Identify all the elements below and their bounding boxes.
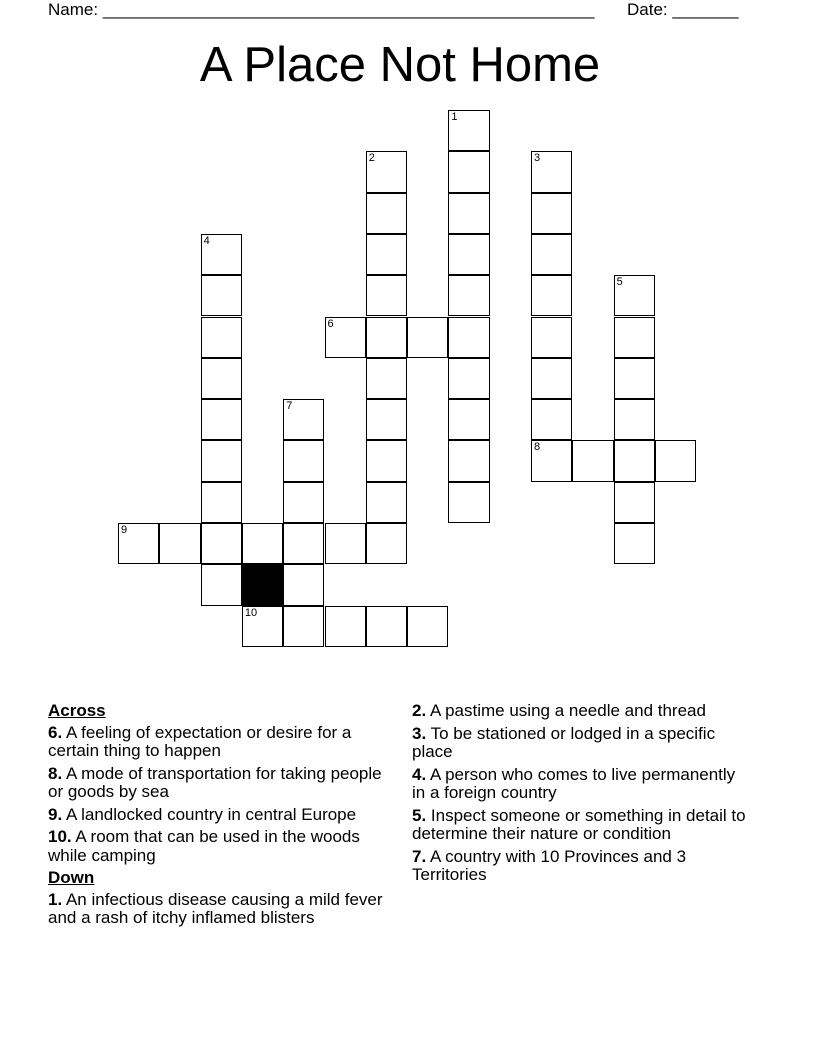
- clue-item-text: A country with 10 Provinces and 3 Territories: [412, 846, 687, 884]
- clue-number: 6: [327, 317, 334, 330]
- grid-cell[interactable]: [325, 523, 366, 564]
- grid-cell[interactable]: [283, 606, 324, 647]
- grid-cell[interactable]: [242, 606, 283, 647]
- grid-cell[interactable]: [325, 317, 366, 358]
- grid-cell[interactable]: [407, 317, 448, 358]
- clue-number: 7: [286, 400, 293, 413]
- grid-cell[interactable]: [448, 440, 489, 481]
- grid-cell[interactable]: [614, 275, 655, 316]
- clue-item: [48, 765, 398, 802]
- grid-cell[interactable]: [614, 317, 655, 358]
- grid-cell[interactable]: [531, 151, 572, 192]
- grid-cell[interactable]: [201, 275, 242, 316]
- grid-cell[interactable]: [448, 275, 489, 316]
- clue-number: 9: [121, 524, 128, 536]
- clue-number: 1: [451, 111, 458, 123]
- clue-item-number: 8.: [48, 763, 63, 783]
- grid-cell[interactable]: [366, 606, 407, 647]
- grid-cell[interactable]: [531, 399, 572, 440]
- clue-number: 3: [534, 152, 541, 165]
- clue-item: [48, 806, 398, 825]
- grid-cell[interactable]: [283, 440, 324, 481]
- down-clue-list-continued: [412, 702, 752, 885]
- clues-right-column: [412, 702, 752, 889]
- grid-cell[interactable]: [448, 317, 489, 358]
- clue-number: 10: [244, 606, 258, 619]
- grid-cell[interactable]: [614, 358, 655, 399]
- clue-item-text: A person who comes to live permanently in a foreign country: [412, 764, 736, 802]
- clue-item-number: 10.: [48, 827, 72, 846]
- grid-cell[interactable]: [531, 193, 572, 234]
- grid-cell[interactable]: [201, 317, 242, 358]
- name-field[interactable]: [48, 0, 594, 20]
- grid-cell[interactable]: [572, 440, 613, 481]
- clue-item-number: 6.: [48, 722, 63, 742]
- grid-cell[interactable]: [448, 193, 489, 234]
- grid-cell[interactable]: [201, 399, 242, 440]
- clue-item-number: 5.: [412, 805, 427, 825]
- clue-item-number: 4.: [412, 764, 427, 784]
- grid-cell[interactable]: [366, 440, 407, 481]
- grid-cell[interactable]: [531, 317, 572, 358]
- down-heading: Down: [48, 868, 95, 887]
- clues-left-column: [48, 702, 398, 932]
- clue-item-text: A pastime using a needle and thread: [426, 701, 706, 720]
- grid-cell[interactable]: [325, 606, 366, 647]
- grid-cell[interactable]: [614, 482, 655, 523]
- clue-item-number: 2.: [412, 701, 427, 720]
- grid-cell[interactable]: [201, 234, 242, 275]
- clue-number: 4: [203, 234, 210, 247]
- grid-cell[interactable]: [448, 482, 489, 523]
- clue-item-number: 7.: [412, 846, 427, 866]
- clue-item: [412, 807, 752, 844]
- date-blank[interactable]: _______: [672, 0, 739, 19]
- clue-item: [48, 891, 398, 928]
- grid-cell[interactable]: [118, 523, 159, 564]
- grid-cell[interactable]: [201, 482, 242, 523]
- across-heading: Across: [48, 701, 106, 720]
- clue-item-text: A mode of transportation for taking people or goods by sea: [48, 763, 382, 801]
- clue-item: [412, 848, 752, 885]
- grid-cell[interactable]: [407, 606, 448, 647]
- grid-cell[interactable]: [366, 317, 407, 358]
- puzzle-title: A Place Not Home: [199, 38, 601, 92]
- clue-item-number: 9.: [48, 804, 63, 824]
- grid-cell[interactable]: [366, 275, 407, 316]
- grid-cell[interactable]: [159, 523, 200, 564]
- clue-item-text: A landlocked country in central Europe: [62, 804, 357, 824]
- date-field[interactable]: [627, 0, 739, 20]
- grid-cell[interactable]: [201, 564, 242, 605]
- grid-cell[interactable]: [366, 193, 407, 234]
- grid-cell[interactable]: [531, 234, 572, 275]
- grid-cell[interactable]: [366, 151, 407, 192]
- grid-cell[interactable]: [366, 234, 407, 275]
- name-label: Name:: [48, 0, 99, 19]
- clue-item-text: An infectious disease causing a mild fever and a rash of itchy inflamed blisters: [48, 889, 383, 927]
- black-cell: [242, 564, 283, 605]
- grid-cell[interactable]: [366, 482, 407, 523]
- grid-cell[interactable]: [614, 399, 655, 440]
- grid-cell[interactable]: [242, 523, 283, 564]
- clue-item-number: 1.: [48, 889, 63, 909]
- clue-item: [412, 725, 752, 762]
- clue-item-text: To be stationed or lodged in a specific place: [412, 723, 716, 761]
- grid-cell[interactable]: [283, 564, 324, 605]
- clue-item-text: Inspect someone or something in detail to determine their nature or condition: [412, 805, 746, 843]
- name-blank[interactable]: ____________________________________________________: [102, 0, 595, 19]
- grid-cell[interactable]: [614, 523, 655, 564]
- down-clue-list: [48, 891, 398, 928]
- clue-number: 2: [368, 152, 375, 165]
- grid-cell[interactable]: [366, 523, 407, 564]
- grid-cell[interactable]: [448, 151, 489, 192]
- clue-number: 5: [616, 276, 623, 289]
- clue-item-text: A room that can be used in the woods while camping: [48, 827, 360, 865]
- grid-cell[interactable]: [201, 523, 242, 564]
- grid-cell[interactable]: [201, 358, 242, 399]
- grid-cell[interactable]: [614, 440, 655, 481]
- clue-number: 8: [534, 441, 541, 454]
- grid-cell[interactable]: [366, 358, 407, 399]
- grid-cell[interactable]: [283, 399, 324, 440]
- grid-cell[interactable]: [448, 358, 489, 399]
- clue-item: [48, 724, 398, 761]
- across-clue-list: [48, 724, 398, 866]
- grid-cell[interactable]: [201, 440, 242, 481]
- grid-cell[interactable]: [531, 358, 572, 399]
- grid-cell[interactable]: [448, 234, 489, 275]
- clue-item: [412, 702, 752, 721]
- clue-item-text: A feeling of expectation or desire for a certain thing to happen: [48, 722, 352, 760]
- grid-cell[interactable]: [448, 110, 489, 151]
- clue-item-number: 3.: [412, 723, 427, 743]
- grid-cell[interactable]: [366, 399, 407, 440]
- grid-cell[interactable]: [283, 523, 324, 564]
- grid-cell[interactable]: [448, 399, 489, 440]
- grid-cell[interactable]: [655, 440, 696, 481]
- date-label: Date:: [627, 0, 668, 19]
- grid-cell[interactable]: [531, 275, 572, 316]
- grid-cell[interactable]: [531, 440, 572, 481]
- clue-item: [412, 766, 752, 803]
- clue-item: [48, 828, 398, 865]
- grid-cell[interactable]: [283, 482, 324, 523]
